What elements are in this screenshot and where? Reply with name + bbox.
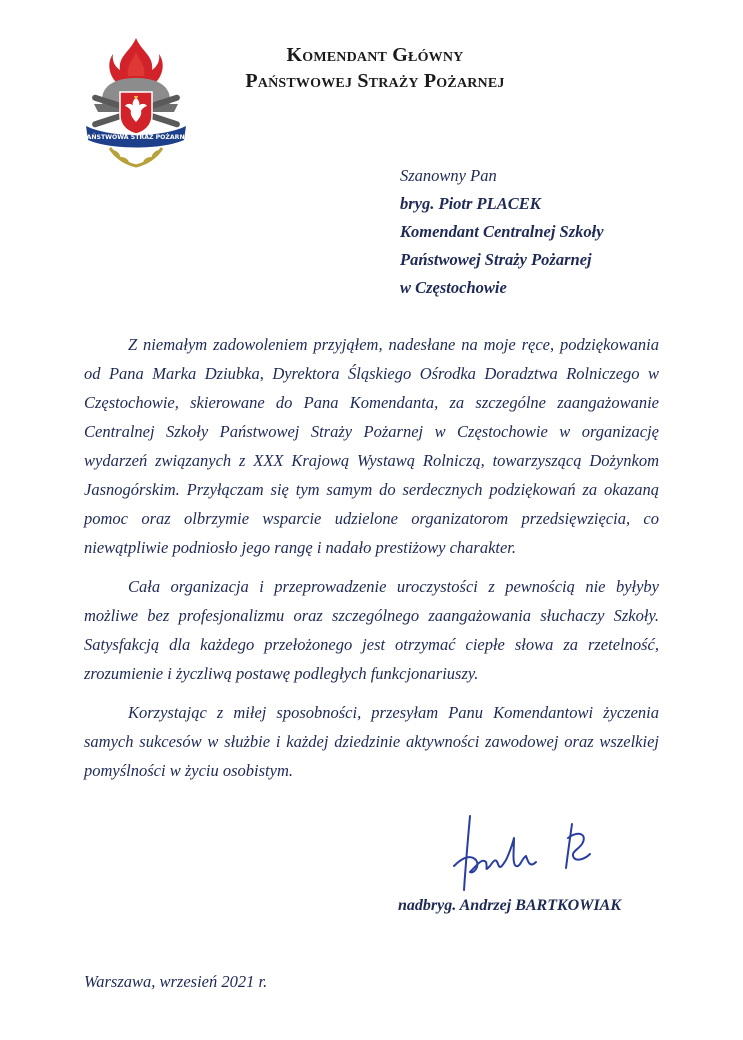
letterhead-line-1: Komendant Główny xyxy=(286,44,464,66)
addressee-title-line-2: Państwowej Straży Pożarnej xyxy=(400,250,592,269)
addressee-name: bryg. Piotr PLACEK xyxy=(400,194,541,213)
signer-name: nadbryg. Andrzej BARTKOWIAK xyxy=(398,897,622,914)
fire-service-emblem-icon xyxy=(80,34,192,170)
addressee-block xyxy=(400,162,720,302)
handwritten-signature xyxy=(440,808,610,898)
body-paragraph-1: Z niemałym zadowoleniem przyjąłem, nadesłane na moje ręce, podziękowania od Pana Marka Dziubka, Dyrektora Śląskiego Ośrodka Doradztwa Rolniczego w Częstochowie, skierowane do Pana Komendanta, za szczególne zaangażowanie Centralnej Szkoły Państwowej Straży Pożarnej w Częstochowie w organizację wydarzeń związanych z XXX Krajową Wystawą Rolniczą, towarzyszącą Dożynkom Jasnogórskim. Przyłączam się tym samym do serdecznych podziękowań za okazaną pomoc oraz olbrzymie wsparcie udzielone organizatorom przedsięwzięcia, co niewątpliwie podniosło jego rangę i nadało prestiżowy charakter. xyxy=(84,335,659,557)
addressee-city: w Częstochowie xyxy=(400,278,507,297)
emblem-ribbon-text: PAŃSTWOWA STRAŻ POŻARNA xyxy=(82,134,190,141)
letterhead-line-2: Państwowej Straży Pożarnej xyxy=(245,70,505,92)
place-and-date: Warszawa, wrzesień 2021 r. xyxy=(84,972,268,991)
letterhead xyxy=(190,42,560,94)
body-paragraph-3: Korzystając z miłej sposobności, przesyłam Panu Komendantowi życzenia samych sukcesów w służbie i każdej dziedzinie aktywności zawodowej oraz wszelkiej pomyślności w życiu osobistym. xyxy=(84,703,659,780)
body-paragraph-2: Cała organizacja i przeprowadzenie uroczystości z pewnością nie byłyby możliwe bez profesjonalizmu oraz szczególnego zaangażowania słuchaczy Szkoły. Satysfakcją dla każdego przełożonego jest otrzymać ciepłe słowa za rzetelność, zrozumienie i życzliwą postawę podległych funkcjonariuszy. xyxy=(84,577,659,683)
addressee-greeting: Szanowny Pan xyxy=(400,166,497,185)
addressee-title-line-1: Komendant Centralnej Szkoły xyxy=(400,222,604,241)
letter-body xyxy=(84,330,659,795)
